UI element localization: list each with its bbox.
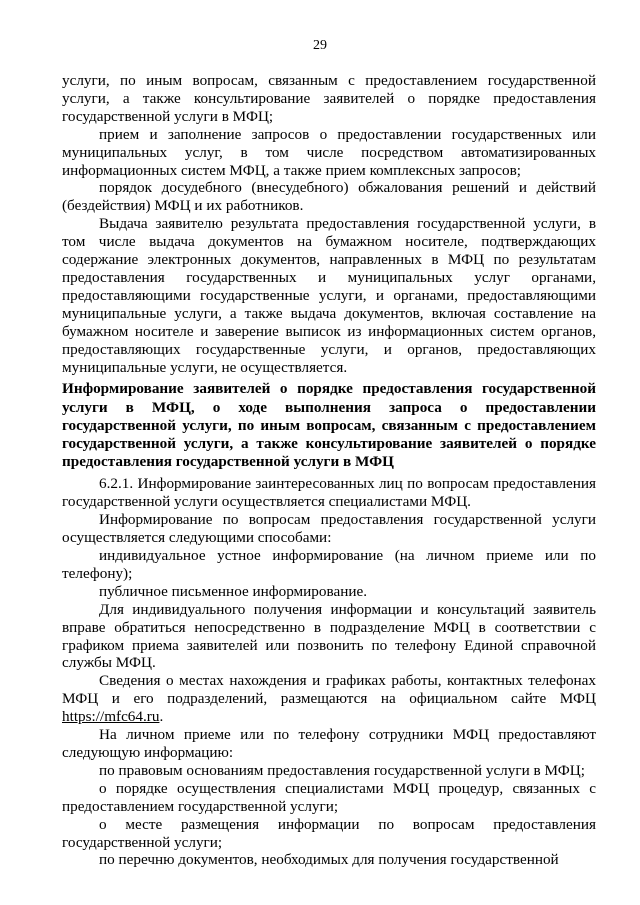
body-paragraph: публичное письменное информирование. <box>99 582 367 600</box>
body-paragraph-with-link <box>62 672 596 726</box>
page-number: 29 <box>313 38 327 53</box>
body-paragraph: порядок досудебного (внесудебного) обжалования решений и действий (бездействия) МФЦ и их работников. <box>62 179 596 215</box>
section-heading: Информирование заявителей о порядке предоставления государственной услуги в МФЦ, о ходе выполнения запроса о предоставлении государственной услуги, по иным вопросам, связанным с предоставлением государственной услуги, а также консультирование заявителей о порядке предоставления государственной услуги в МФЦ <box>62 380 596 471</box>
body-paragraph: по правовым основаниям предоставления государственной услуги в МФЦ; <box>99 761 585 779</box>
body-paragraph: о месте размещения информации по вопросам предоставления государственной услуги; <box>62 815 596 851</box>
info-end: . <box>159 708 164 726</box>
body-paragraph: Выдача заявителю результата предоставления государственной услуги, в том числе выдача документов на бумажном носителе, подтверждающих содержание электронных документов, направленных в МФЦ по результатам предоставления государственных и муниципальных услуг органами, предоставляющими государственные услуги, и органами, предоставляющими муниципальные услуги, а также выдача документов, включая составление на бумажном носителе и заверение выписок из информационных систем органов, предоставляющих государственные услуги, и органов, предоставляющих муниципальные услуги, не осуществляется. <box>62 215 596 376</box>
info-text: Сведения о местах нахождения и графиках работы, контактных телефонах МФЦ и его подразделений, размещаются на официальном сайте МФЦ <box>62 672 596 708</box>
body-paragraph: по перечню документов, необходимых для получения государственной <box>99 851 559 869</box>
body-paragraph: На личном приеме или по телефону сотрудники МФЦ предоставляют следующую информацию: <box>62 726 596 762</box>
body-paragraph: о порядке осуществления специалистами МФЦ процедур, связанных с предоставлением государственной услуги; <box>62 779 596 815</box>
body-paragraph: 6.2.1. Информирование заинтересованных лиц по вопросам предоставления государственной услуги осуществляется специалистами МФЦ. <box>62 475 596 511</box>
mfc-website-link[interactable]: https://mfc64.ru <box>62 708 160 726</box>
page-body <box>62 72 596 869</box>
body-paragraph: услуги, по иным вопросам, связанным с предоставлением государственной услуги, а также консультирование заявителей о порядке предоставления государственной услуги в МФЦ; <box>62 72 596 125</box>
body-paragraph: индивидуальное устное информирование (на личном приеме или по телефону); <box>62 547 596 582</box>
body-paragraph: Для индивидуального получения информации и консультаций заявитель вправе обратиться непосредственно в подразделение МФЦ в соответствии с графиком приема заявителей или позвонить по телефону Единой справочной службы МФЦ. <box>62 600 596 672</box>
body-paragraph: Информирование по вопросам предоставления государственной услуги осуществляется следующими способами: <box>62 511 596 547</box>
body-paragraph: прием и заполнение запросов о предоставлении государственных или муниципальных услуг, в том числе посредством автоматизированных информационных систем МФЦ, а также прием комплексных запросов; <box>62 125 596 179</box>
